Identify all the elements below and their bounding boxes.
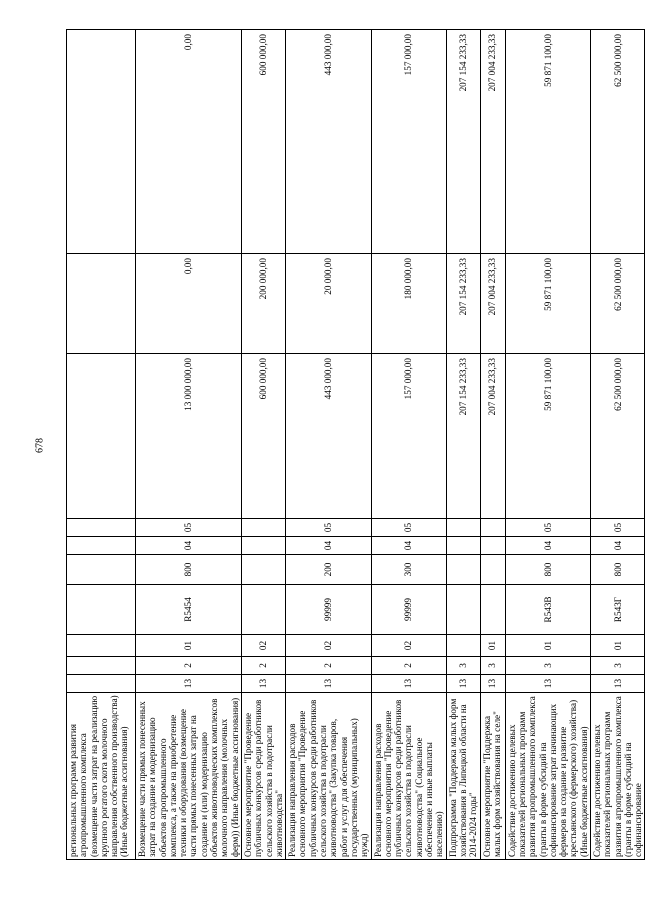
program-code-cell: 13 [590, 675, 644, 693]
expense-direction-cell: 99999 [286, 585, 371, 635]
main-activity-code-cell: 01 [480, 635, 505, 657]
amount-year2-cell [67, 254, 136, 354]
main-activity-code-cell: 01 [136, 635, 242, 657]
section-cell: 04 [286, 537, 371, 555]
amount-year2-cell: 62 500 000,00 [590, 254, 644, 354]
program-code-cell: 13 [505, 675, 590, 693]
description-cell: Содействие достижению целевых показателей региональных программ развития агропромышленного комплекса (гранты в форме субсидий на софинансирование [590, 693, 644, 860]
amount-year2-cell: 200 000,00 [241, 254, 285, 354]
section-cell: 04 [371, 537, 446, 555]
amount-year3-cell: 600 000,00 [241, 30, 285, 254]
main-activity-code-cell [67, 635, 136, 657]
subsection-cell: 05 [286, 519, 371, 537]
amount-year1-cell: 207 004 233,33 [480, 354, 505, 519]
description-cell: Основное мероприятие "Поддержка малых форм хозяйствования на селе" [480, 693, 505, 860]
subprogram-code-cell: 3 [446, 657, 480, 675]
amount-year1-cell [67, 354, 136, 519]
table-row [241, 30, 285, 860]
amount-year3-cell: 59 871 100,00 [505, 30, 590, 254]
section-cell [67, 537, 136, 555]
expense-direction-cell [446, 585, 480, 635]
page-number: 678 [34, 438, 46, 453]
amount-year2-cell: 59 871 100,00 [505, 254, 590, 354]
program-code-cell: 13 [286, 675, 371, 693]
subsection-cell: 05 [590, 519, 644, 537]
amount-year1-cell: 59 871 100,00 [505, 354, 590, 519]
subprogram-code-cell: 2 [136, 657, 242, 675]
subsection-cell [241, 519, 285, 537]
expense-type-cell [446, 555, 480, 585]
section-cell: 04 [590, 537, 644, 555]
main-activity-code-cell: 02 [241, 635, 285, 657]
table-row [371, 30, 446, 860]
expense-direction-cell: R543B [505, 585, 590, 635]
section-cell: 04 [136, 537, 242, 555]
expense-direction-cell: R543Г [590, 585, 644, 635]
amount-year1-cell: 207 154 233,33 [446, 354, 480, 519]
expense-direction-cell [241, 585, 285, 635]
expense-type-cell: 200 [286, 555, 371, 585]
amount-year3-cell: 157 000,00 [371, 30, 446, 254]
expense-type-cell: 800 [136, 555, 242, 585]
main-activity-code-cell [446, 635, 480, 657]
budget-table-container [66, 30, 644, 860]
amount-year2-cell: 207 154 233,33 [446, 254, 480, 354]
main-activity-code-cell: 02 [371, 635, 446, 657]
budget-table [66, 29, 645, 860]
subprogram-code-cell: 2 [286, 657, 371, 675]
subprogram-code-cell: 3 [480, 657, 505, 675]
amount-year1-cell: 600 000,00 [241, 354, 285, 519]
table-row [480, 30, 505, 860]
expense-type-cell: 800 [590, 555, 644, 585]
main-activity-code-cell: 01 [590, 635, 644, 657]
main-activity-code-cell: 01 [505, 635, 590, 657]
subprogram-code-cell: 3 [505, 657, 590, 675]
description-cell: Возмещение части прямых понесенных затрат на создание и модернизацию объектов агропромышленного комплекса, а также на приобретение техники и оборудования (возмещение части прямых понесенных затрат на создание и (или) модернизацию объектов животноводческих комплексов молочного направления (молочных ферм)) (Иные бюджетные ассигнования) [136, 693, 242, 860]
expense-type-cell [480, 555, 505, 585]
expense-type-cell: 800 [505, 555, 590, 585]
subprogram-code-cell: 2 [241, 657, 285, 675]
amount-year2-cell: 180 000,00 [371, 254, 446, 354]
table-row [505, 30, 590, 860]
subsection-cell: 05 [136, 519, 242, 537]
expense-direction-cell: R5454 [136, 585, 242, 635]
table-row [446, 30, 480, 860]
program-code-cell: 13 [136, 675, 242, 693]
amount-year1-cell: 157 000,00 [371, 354, 446, 519]
amount-year2-cell: 20 000,00 [286, 254, 371, 354]
amount-year1-cell: 62 500 000,00 [590, 354, 644, 519]
table-row [136, 30, 242, 860]
program-code-cell: 13 [371, 675, 446, 693]
amount-year2-cell: 0,00 [136, 254, 242, 354]
subsection-cell: 05 [371, 519, 446, 537]
table-row [590, 30, 644, 860]
program-code-cell: 13 [241, 675, 285, 693]
amount-year1-cell: 443 000,00 [286, 354, 371, 519]
rotated-table-frame [66, 30, 644, 860]
expense-type-cell [67, 555, 136, 585]
expense-direction-cell: 99999 [371, 585, 446, 635]
program-code-cell: 13 [480, 675, 505, 693]
main-activity-code-cell: 02 [286, 635, 371, 657]
amount-year3-cell: 207 004 233,33 [480, 30, 505, 254]
section-cell [241, 537, 285, 555]
program-code-cell: 13 [446, 675, 480, 693]
subsection-cell [67, 519, 136, 537]
expense-type-cell [241, 555, 285, 585]
subsection-cell: 05 [505, 519, 590, 537]
table-row [286, 30, 371, 860]
amount-year3-cell: 62 500 000,00 [590, 30, 644, 254]
section-cell [446, 537, 480, 555]
amount-year3-cell: 443 000,00 [286, 30, 371, 254]
amount-year3-cell: 207 154 233,33 [446, 30, 480, 254]
description-cell: Реализация направления расходов основного мероприятия "Проведение публичных конкурсов среди работников сельского хозяйства в подотрасли животноводства" (Закупка товаров, работ и услуг для обеспечения государственных (муниципальных) нужд) [286, 693, 371, 860]
subprogram-code-cell [67, 657, 136, 675]
expense-direction-cell [480, 585, 505, 635]
expense-type-cell: 300 [371, 555, 446, 585]
description-cell: Содействие достижению целевых показателей региональных программ развития агропромышленного комплекса (гранты в форме субсидий на софинансирование затрат начинающих фермеров на создание и развитие крестьянского (фермерского) хозяйства) (Иные бюджетные ассигнования) [505, 693, 590, 860]
table-row [67, 30, 136, 860]
subprogram-code-cell: 3 [590, 657, 644, 675]
description-cell: Подпрограмма "Поддержка малых форм хозяйствования в Липецкой области на 2014-2024 годы" [446, 693, 480, 860]
description-cell: Основное мероприятие "Проведение публичных конкурсов среди работников сельского хозяйства в подотрасли животноводства" [241, 693, 285, 860]
subprogram-code-cell: 2 [371, 657, 446, 675]
expense-direction-cell [67, 585, 136, 635]
amount-year3-cell [67, 30, 136, 254]
subsection-cell [480, 519, 505, 537]
amount-year1-cell: 13 000 000,00 [136, 354, 242, 519]
description-cell: Реализация направления расходов основного мероприятия "Проведение публичных конкурсов среди работников сельского хозяйства в подотрасли животноводства" (Социальное обеспечение и иные выплаты населению) [371, 693, 446, 860]
description-cell: региональных программ развития агропромышленного комплекса (возмещение части затрат на реализацию крупного рогатого скота молочного направления собственного производства) (Иные бюджетные ассигнования) [67, 693, 136, 860]
subsection-cell [446, 519, 480, 537]
program-code-cell [67, 675, 136, 693]
section-cell: 04 [505, 537, 590, 555]
section-cell [480, 537, 505, 555]
amount-year3-cell: 0,00 [136, 30, 242, 254]
amount-year2-cell: 207 004 233,33 [480, 254, 505, 354]
